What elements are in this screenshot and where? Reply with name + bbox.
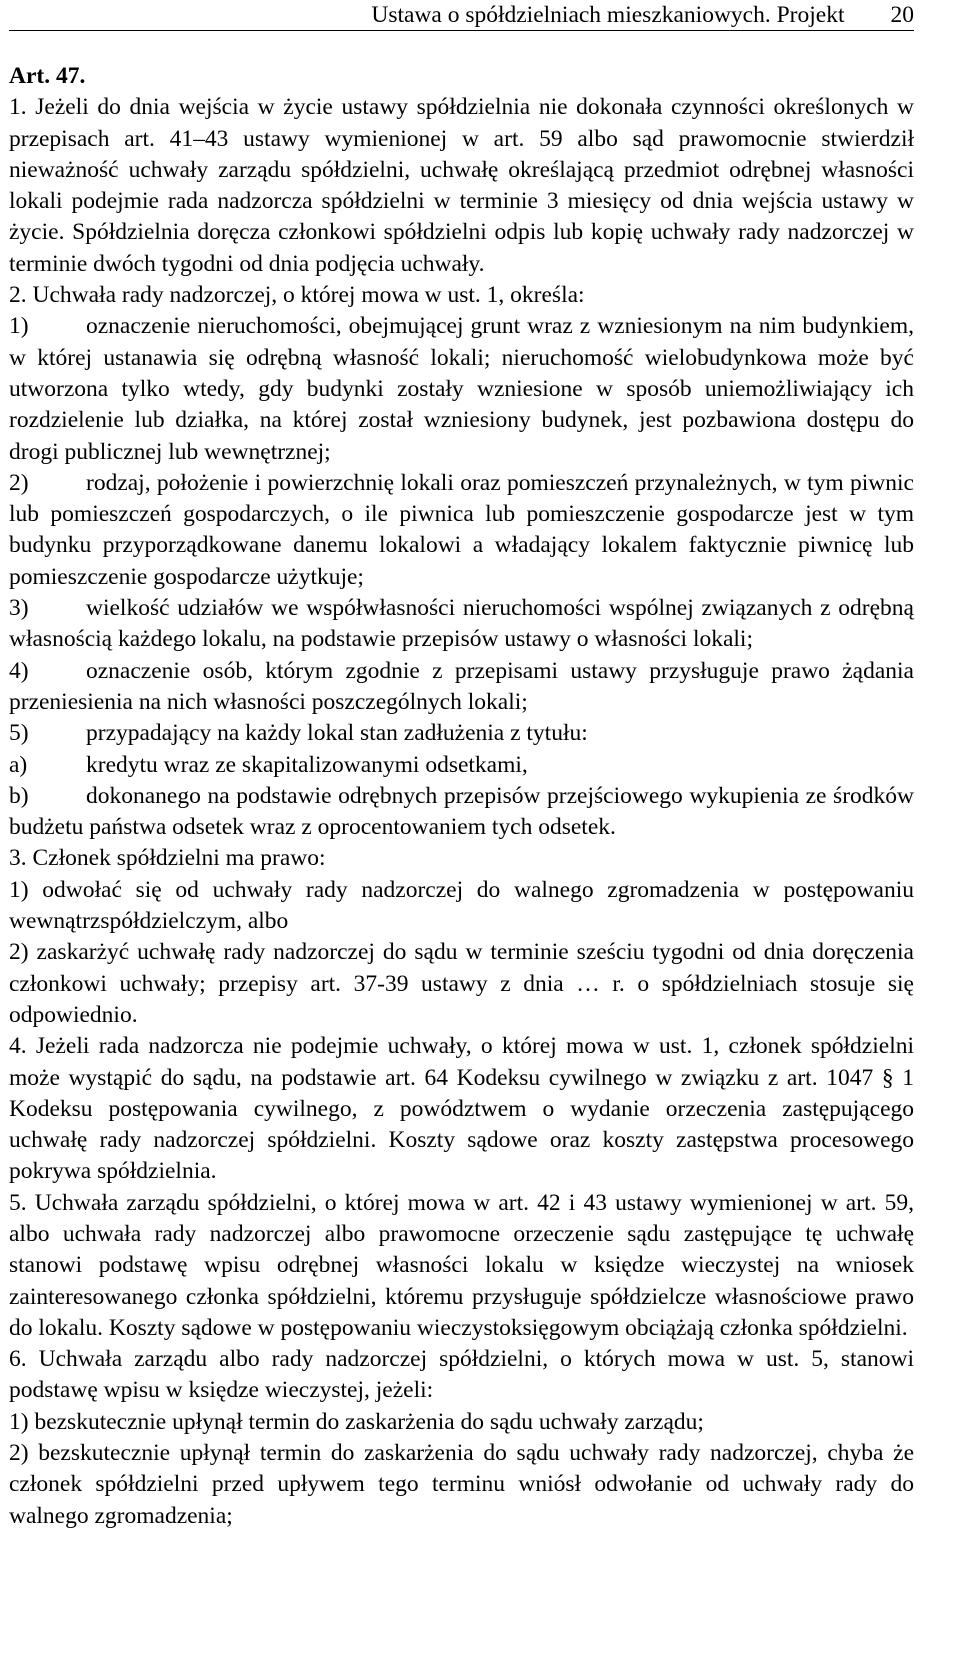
list-item: 1) bezskutecznie upłynął termin do zaskarżenia do sądu uchwały zarządu; (9, 1408, 704, 1435)
header-title: Ustawa o spółdzielniach mieszkaniowych. Projekt (371, 2, 845, 28)
item-text: wielkość udziałów we współwłasności nieruchomości wspólnej związanych z odrębną własnością każdego lokalu, na podstawie przepisów ustawy o własności lokali; (9, 595, 914, 653)
item-number: 3) (9, 595, 29, 622)
item-number: 1) (9, 313, 29, 340)
page-header (9, 0, 914, 31)
item-number: b) (9, 782, 29, 809)
list-item (9, 593, 914, 656)
paragraph-2: 2. Uchwała rady nadzorczej, o której mowa w ust. 1, określa: (9, 282, 585, 309)
item-number: a) (9, 751, 28, 778)
list-item: 2) zaskarżyć uchwałę rady nadzorczej do sądu w terminie sześciu tygodni od dnia doręczenia członkowi uchwały; przepisy art. 37-39 ustawy z dnia … r. o spółdzielniach stosuje się odpowiednio. (9, 939, 914, 1028)
list-item (9, 781, 914, 844)
list-item: 2) bezskutecznie upłynął termin do zaskarżenia do sądu uchwały rady nadzorczej, chyba że członek spółdzielni przed upływem tego terminu wniósł odwołanie od uchwały rady do walnego zgromadzenia; (9, 1440, 914, 1529)
paragraph-5: 5. Uchwała zarządu spółdzielni, o której mowa w art. 42 i 43 ustawy wymienionej w art. 59, albo uchwała rady nadzorczej albo prawomocne orzeczenie sądu zastępujące tę uchwałę stanowi podstawę wpisu odrębnej własności lokalu w księdze wieczystej na wniosek zainteresowanego członka spółdzielni, któremu przysługuje spółdzielcze własnościowe prawo do lokalu. Koszty sądowe w postępowaniu wieczystoksięgowym obciążają członka spółdzielni. (9, 1189, 914, 1341)
list-item: 1) odwołać się od uchwały rady nadzorczej do walnego zgromadzenia w postępowaniu wewnątrzspółdzielczym, albo (9, 876, 914, 935)
item-number: 5) (9, 720, 29, 747)
item-text: przypadający na każdy lokal stan zadłużenia z tytułu: (86, 720, 588, 747)
item-text: kredytu wraz ze skapitalizowanymi odsetkami, (86, 751, 528, 778)
paragraph-4: 4. Jeżeli rada nadzorcza nie podejmie uchwały, o której mowa w ust. 1, członek spółdzielni może wystąpić do sądu, na podstawie art. 64 Kodeksu cywilnego w związku z art. 1047 § 1 Kodeksu postępowania cywilnego, z powództwem o wydanie orzeczenia zastępującego uchwałę rady nadzorczej spółdzielni. Koszty sądowe oraz koszty zastępstwa procesowego pokrywa spółdzielnia. (9, 1033, 914, 1185)
item-text: oznaczenie nieruchomości, obejmującej grunt wraz z wzniesionym na nim budynkiem, w której ustanawia się odrębną własność lokali; nieruchomość wielobudynkowa może być utworzona tylko wtedy, gdy budynki zostały wzniesione w sposób uniemożliwiający ich rozdzielenie lub działka, na której został wzniesiony budynek, jest pozbawiona dostępu do drogi publicznej lub wewnętrznej; (9, 313, 914, 465)
paragraph-1: 1. Jeżeli do dnia wejścia w życie ustawy spółdzielnia nie dokonała czynności określonych w przepisach art. 41–43 ustawy wymienionej w art. 59 albo sąd prawomocnie stwierdził nieważność uchwały zarządu spółdzielni, uchwałę określającą przedmiot odrębnej własności lokali podejmie rada nadzorcza spółdzielni w terminie 3 miesięcy od dnia wejścia ustawy w życie. Spółdzielnia doręcza członkowi spółdzielni odpis lub kopię uchwały rady nadzorczej w terminie dwóch tygodni od dnia podjęcia uchwały. (9, 94, 914, 277)
paragraph-3: 3. Członek spółdzielni ma prawo: (9, 845, 326, 872)
paragraph-6: 6. Uchwała zarządu albo rady nadzorczej spółdzielni, o których mowa w ust. 5, stanowi podstawę wpisu w księdze wieczystej, jeżeli: (9, 1346, 914, 1404)
article-heading: Art. 47. (9, 63, 86, 89)
list-item (9, 468, 914, 593)
page-number: 20 (890, 2, 914, 28)
item-text: oznaczenie osób, którym zgodnie z przepisami ustawy przysługuje prawo żądania przeniesienia na nich własności poszczególnych lokali; (9, 657, 914, 715)
list-item (9, 311, 914, 467)
document-body (9, 31, 914, 1532)
item-number: 2) (9, 469, 29, 496)
list-item (9, 718, 914, 749)
item-number: 4) (9, 657, 29, 684)
list-item (9, 656, 914, 719)
item-text: dokonanego na podstawie odrębnych przepisów przejściowego wykupienia ze środków budżetu państwa odsetek wraz z oprocentowaniem tych odsetek. (9, 782, 914, 841)
list-item (9, 750, 914, 781)
item-text: rodzaj, położenie i powierzchnię lokali oraz pomieszczeń przynależnych, w tym piwnic lub pomieszczeń gospodarczych, o ile piwnica lub pomieszczenie gospodarcze jest w tym budynku przyporządkowane danemu lokalowi a władający lokalem faktycznie piwnicę lub pomieszczenie gospodarcze użytkuje; (9, 469, 914, 590)
